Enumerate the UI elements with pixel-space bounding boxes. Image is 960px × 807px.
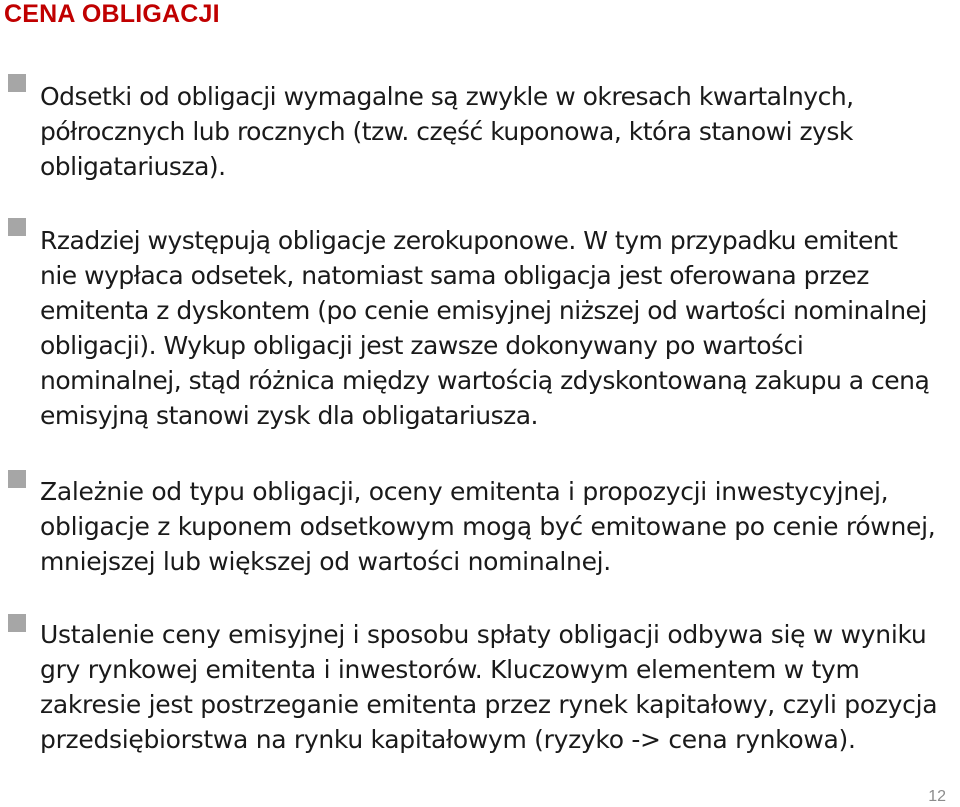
square-bullet-icon — [8, 74, 26, 92]
square-bullet-icon — [8, 470, 26, 488]
bullet-text-2: Rzadziej występują obligacje zerokuponowe. W tym przypadku emitent nie wypłaca odsetek, natomiast sama obligacja jest oferowana przez emitenta z dyskontem (po cenie emisyjnej niższej od wartości nominalnej obligacji). Wykup obligacji jest zawsze dokonywany po wartości nominalnej, stąd różnica między wartością zdyskontowaną zakupu a ceną emisyjną stanowi zysk dla obligatariusza. — [40, 226, 930, 430]
bullet-text-1: Odsetki od obligacji wymagalne są zwykle w okresach kwartalnych, półrocznych lub rocznych (tzw. część kuponowa, która stanowi zysk obligatariusza). — [40, 82, 854, 181]
bullet-text-4: Ustalenie ceny emisyjnej i sposobu spłaty obligacji odbywa się w wyniku gry rynkowej emitenta i inwestorów. Kluczowym elementem w tym zakresie jest postrzeganie emitenta przez rynek kapitałowy, czyli pozycja przedsiębiorstwa na rynku kapitałowym (ryzyko -> cena rynkowa). — [40, 620, 938, 754]
square-bullet-icon — [8, 218, 26, 236]
page-number: 12 — [928, 788, 946, 805]
slide-title: CENA OBLIGACJI — [4, 0, 220, 28]
bullet-text-3: Zależnie od typu obligacji, oceny emitenta i propozycji inwestycyjnej, obligacje z kuponem odsetkowym mogą być emitowane po cenie równej, mniejszej lub większej od wartości nominalnej. — [40, 477, 936, 576]
square-bullet-icon — [8, 614, 26, 632]
